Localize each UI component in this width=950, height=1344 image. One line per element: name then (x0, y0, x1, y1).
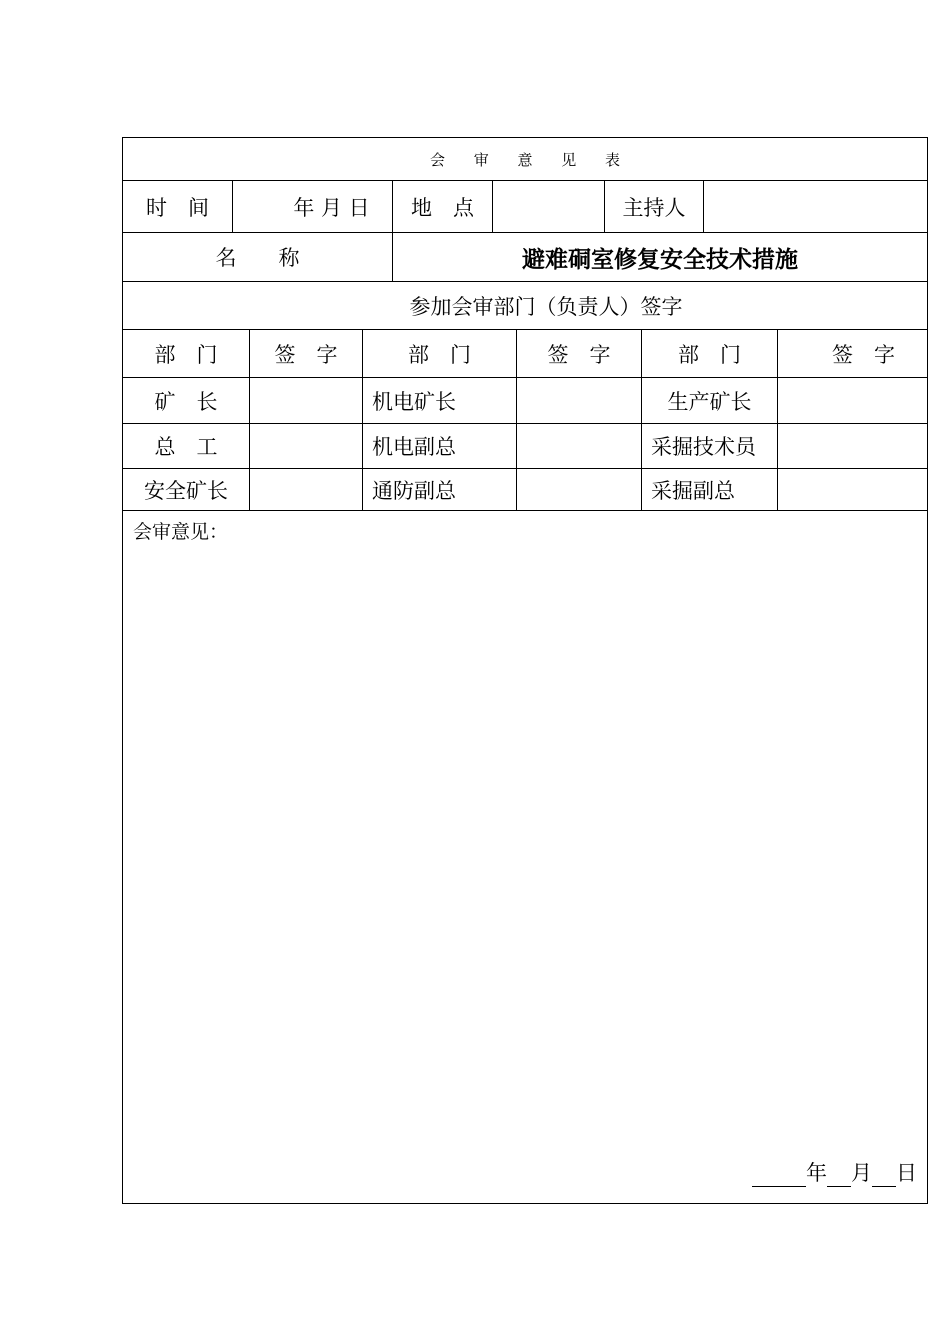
signature-section-header: 参加会审部门（负责人）签字 (409, 294, 683, 319)
signature-cell[interactable] (777, 469, 927, 510)
table-row (123, 378, 927, 424)
place-field[interactable] (492, 181, 604, 232)
department-cell: 通防副总 (362, 469, 516, 510)
review-opinion-label: 会审意见： (133, 521, 229, 543)
department-cell: 采掘技术员 (641, 424, 777, 468)
year-blank[interactable] (752, 1166, 806, 1187)
department-cell: 机电矿长 (362, 378, 516, 423)
year-label: 年 (806, 1161, 827, 1185)
table-row (123, 469, 927, 511)
month-blank[interactable] (827, 1166, 851, 1187)
time-label: 时 间 (146, 195, 209, 220)
column-header-department-1: 部 门 (154, 342, 218, 367)
signature-cell[interactable] (249, 424, 362, 468)
table-row (123, 424, 927, 469)
signature-cell[interactable] (516, 378, 641, 423)
date-field[interactable]: 年 月 日 (232, 181, 392, 232)
day-blank[interactable] (872, 1166, 896, 1187)
department-cell: 总 工 (154, 435, 218, 459)
opinion-date-line (752, 1157, 917, 1187)
day-label: 日 (896, 1161, 917, 1185)
department-cell: 生产矿长 (641, 378, 777, 423)
department-cell: 机电副总 (362, 424, 516, 468)
time-place-host-row (123, 181, 927, 233)
form-title-row (123, 138, 927, 181)
month-label: 月 (851, 1161, 872, 1185)
signature-cell[interactable] (516, 469, 641, 510)
review-opinion-form (122, 137, 928, 1204)
signature-cell[interactable] (249, 469, 362, 510)
host-label: 主持人 (604, 181, 703, 232)
column-header-signature-2: 签 字 (516, 330, 641, 377)
column-header-signature-3: 签 字 (777, 330, 927, 377)
place-label: 地 点 (392, 181, 492, 232)
signature-cell[interactable] (777, 424, 927, 468)
column-header-department-3: 部 门 (641, 330, 777, 377)
signature-section-header-row (123, 282, 927, 330)
column-header-signature-1: 签 字 (249, 330, 362, 377)
signature-cell[interactable] (516, 424, 641, 468)
signature-cell[interactable] (777, 378, 927, 423)
department-cell: 安全矿长 (144, 478, 228, 503)
signature-cell[interactable] (249, 378, 362, 423)
host-field[interactable] (703, 181, 927, 232)
signature-column-header-row (123, 330, 927, 378)
form-title: 会 审 意 见 表 (429, 150, 633, 169)
name-label: 名 称 (215, 246, 300, 270)
name-row (123, 233, 927, 282)
column-header-department-2: 部 门 (362, 330, 516, 377)
measure-title: 避难硐室修复安全技术措施 (392, 233, 927, 281)
review-opinion-area[interactable] (123, 511, 927, 1203)
department-cell: 采掘副总 (641, 469, 777, 510)
department-cell: 矿 长 (154, 389, 218, 414)
